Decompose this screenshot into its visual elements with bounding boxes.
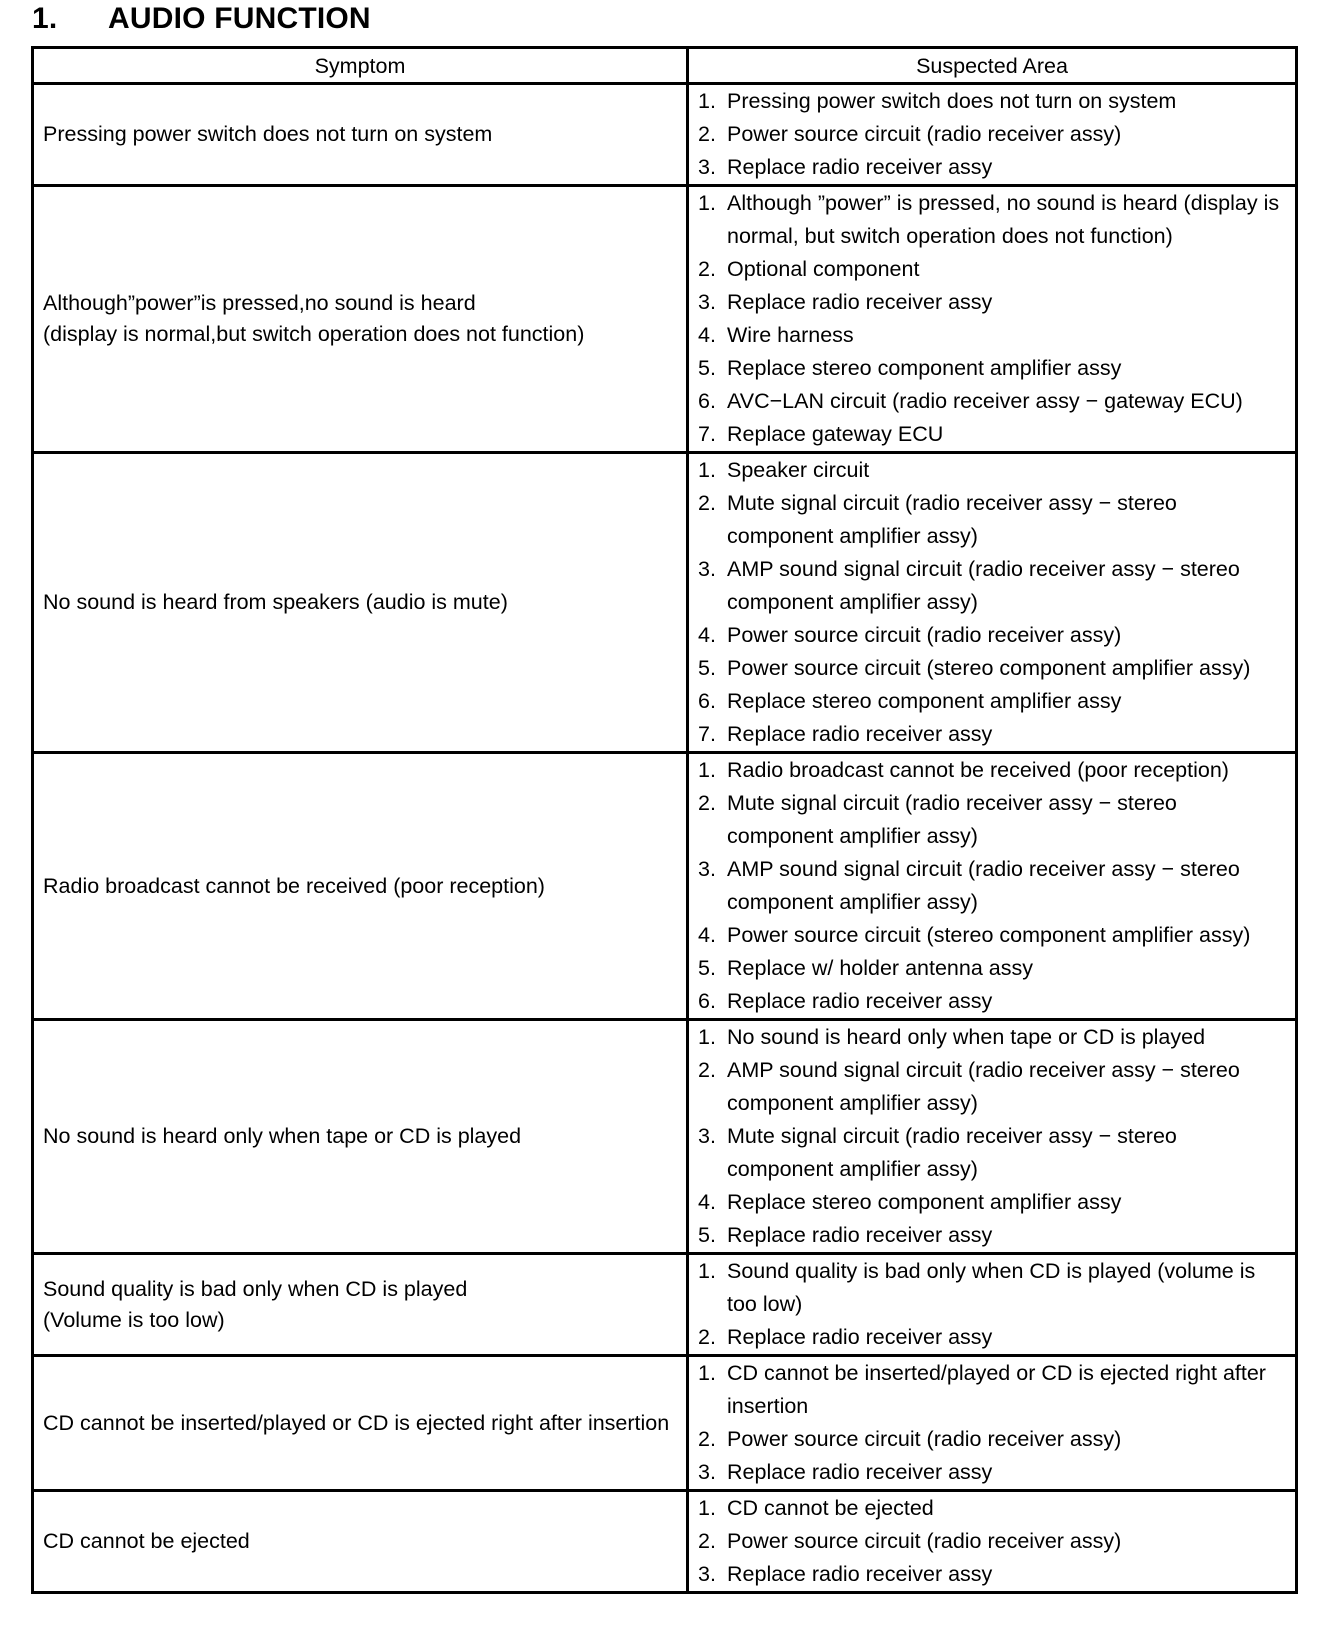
column-header-suspected-area: Suspected Area [688,48,1297,84]
symptom-text: No sound is heard only when tape or CD is played [43,1124,522,1148]
suspected-area-item [698,151,1289,184]
symptom-text: No sound is heard from speakers (audio is mute) [43,590,508,614]
suspected-area-item [698,985,1289,1018]
item-text: CD cannot be ejected [727,1496,934,1520]
suspected-area-item [698,685,1289,718]
table-header-row [33,48,1297,84]
suspected-area-item [698,319,1289,352]
symptom-cell [33,186,688,453]
suspected-area-cell [688,1020,1297,1254]
suspected-area-item [698,1357,1289,1423]
suspected-area-item [698,1525,1289,1558]
table-row [33,1356,1297,1491]
item-text: Replace stereo component amplifier assy [727,1190,1122,1214]
suspected-area-item [698,85,1289,118]
table-row [33,453,1297,753]
item-text: Power source circuit (radio receiver assy) [727,122,1122,146]
item-text: Speaker circuit [727,458,870,482]
item-number: 2. [698,1529,716,1553]
suspected-area-item [698,553,1289,619]
item-text: Radio broadcast cannot be received (poor reception) [727,758,1229,782]
item-number: 3. [698,155,716,179]
item-text: Although ”power” is pressed, no sound is heard (display is normal, but switch operation does not function) [727,191,1280,248]
item-number: 3. [698,557,716,581]
item-number: 5. [698,956,716,980]
suspected-area-item [698,118,1289,151]
item-text: Replace radio receiver assy [727,155,993,179]
item-number: 3. [698,857,716,881]
symptom-text: Sound quality is bad only when CD is played [43,1276,468,1301]
item-number: 1. [698,89,716,113]
item-text: Replace radio receiver assy [727,1223,993,1247]
suspected-area-item [698,853,1289,919]
item-text: Power source circuit (radio receiver assy) [727,623,1122,647]
suspected-area-item [698,952,1289,985]
item-text: AVC−LAN circuit (radio receiver assy − gateway ECU) [727,389,1243,413]
item-text: Sound quality is bad only when CD is played (volume is too low) [727,1259,1256,1316]
suspected-area-item [698,1423,1289,1456]
section-heading [32,2,371,36]
suspected-area-item [698,487,1289,553]
symptom-cell [33,84,688,186]
suspected-area-item [698,352,1289,385]
suspected-area-list [698,187,1289,451]
suspected-area-list [698,1021,1289,1252]
item-number: 1. [698,1361,716,1385]
item-text: CD cannot be inserted/played or CD is ejected right after insertion [727,1361,1266,1418]
suspected-area-item [698,787,1289,853]
item-number: 1. [698,1259,716,1283]
item-text: Replace gateway ECU [727,422,944,446]
suspected-area-item [698,1120,1289,1186]
suspected-area-list [698,1492,1289,1591]
suspected-area-cell [688,1356,1297,1491]
symptom-text: Radio broadcast cannot be received (poor reception) [43,873,545,898]
item-number: 5. [698,656,716,680]
suspected-area-list [698,454,1289,751]
suspected-area-item [698,286,1289,319]
suspected-area-cell [688,1254,1297,1356]
item-number: 1. [698,1496,716,1520]
suspected-area-item [698,1021,1289,1054]
suspected-area-item [698,652,1289,685]
suspected-area-item [698,1219,1289,1252]
suspected-area-item [698,919,1289,952]
suspected-area-item [698,1456,1289,1489]
item-text: Replace stereo component amplifier assy [727,689,1122,713]
item-number: 4. [698,1190,716,1214]
suspected-area-item [698,253,1289,286]
suspected-area-item [698,718,1289,751]
suspected-area-item [698,1321,1289,1354]
symptom-cell [33,753,688,1020]
item-number: 5. [698,1223,716,1247]
suspected-area-cell [688,186,1297,453]
suspected-area-item [698,385,1289,418]
item-number: 2. [698,122,716,146]
symptom-cell [33,1491,688,1593]
section-title: AUDIO FUNCTION [108,2,371,35]
item-number: 3. [698,1460,716,1484]
section-number: 1. [32,2,58,35]
item-number: 6. [698,389,716,413]
item-text: Replace radio receiver assy [727,1325,993,1349]
item-number: 7. [698,422,716,446]
item-text: Replace stereo component amplifier assy [727,356,1122,380]
symptom-text: (display is normal,but switch operation does not function) [43,322,585,346]
column-header-symptom: Symptom [33,48,688,84]
item-text: AMP sound signal circuit (radio receiver assy − stereo component amplifier assy) [727,1058,1240,1115]
symptom-text: Although”power”is pressed,no sound is heard [43,291,476,315]
item-text: Mute signal circuit (radio receiver assy − stereo component amplifier assy) [727,1124,1177,1181]
suspected-area-item [698,418,1289,451]
item-number: 6. [698,689,716,713]
suspected-area-list [698,1357,1289,1489]
item-number: 1. [698,191,716,215]
item-number: 3. [698,1562,716,1586]
troubleshooting-table [31,46,1298,1594]
item-number: 6. [698,989,716,1013]
item-text: Wire harness [727,323,854,347]
table-row [33,1491,1297,1593]
item-text: AMP sound signal circuit (radio receiver assy − stereo component amplifier assy) [727,557,1240,614]
item-number: 2. [698,257,716,281]
item-number: 3. [698,1124,716,1148]
symptom-text: CD cannot be inserted/played or CD is ejected right after insertion [43,1410,670,1435]
item-text: Power source circuit (radio receiver assy) [727,1529,1122,1553]
item-text: Power source circuit (radio receiver assy) [727,1427,1122,1451]
item-text: Replace radio receiver assy [727,722,993,746]
suspected-area-cell [688,453,1297,753]
item-number: 1. [698,1025,716,1049]
item-text: Power source circuit (stereo component amplifier assy) [727,923,1251,947]
item-number: 5. [698,356,716,380]
item-text: Replace radio receiver assy [727,989,993,1013]
table-row [33,753,1297,1020]
suspected-area-cell [688,1491,1297,1593]
suspected-area-item [698,1186,1289,1219]
suspected-area-list [698,1255,1289,1354]
item-number: 4. [698,923,716,947]
suspected-area-item [698,187,1289,253]
suspected-area-list [698,754,1289,1018]
item-text: No sound is heard only when tape or CD is played [727,1025,1206,1049]
item-text: Mute signal circuit (radio receiver assy − stereo component amplifier assy) [727,791,1177,848]
table-row [33,1254,1297,1356]
suspected-area-cell [688,84,1297,186]
suspected-area-item [698,754,1289,787]
item-number: 1. [698,758,716,782]
table-body [33,84,1297,1593]
item-text: Optional component [727,257,920,281]
table-row [33,186,1297,453]
suspected-area-item [698,1054,1289,1120]
suspected-area-item [698,1558,1289,1591]
table-row [33,84,1297,186]
suspected-area-item [698,1492,1289,1525]
item-text: Replace radio receiver assy [727,1562,993,1586]
item-text: Replace radio receiver assy [727,290,993,314]
symptom-text: CD cannot be ejected [43,1529,250,1553]
symptom-cell [33,453,688,753]
suspected-area-list [698,85,1289,184]
item-number: 2. [698,1058,716,1082]
item-number: 7. [698,722,716,746]
symptom-cell [33,1020,688,1254]
item-text: Replace w/ holder antenna assy [727,956,1033,980]
item-number: 1. [698,458,716,482]
item-number: 3. [698,290,716,314]
item-number: 4. [698,623,716,647]
suspected-area-cell [688,753,1297,1020]
item-text: Replace radio receiver assy [727,1460,993,1484]
item-text: AMP sound signal circuit (radio receiver assy − stereo component amplifier assy) [727,857,1240,914]
item-text: Pressing power switch does not turn on system [727,89,1177,113]
symptom-cell [33,1254,688,1356]
symptom-text: Pressing power switch does not turn on system [43,122,493,146]
suspected-area-item [698,1255,1289,1321]
item-text: Power source circuit (stereo component amplifier assy) [727,656,1251,680]
item-number: 2. [698,791,716,815]
item-number: 4. [698,323,716,347]
suspected-area-item [698,454,1289,487]
symptom-text: (Volume is too low) [43,1307,225,1332]
table-row [33,1020,1297,1254]
suspected-area-item [698,619,1289,652]
item-number: 2. [698,491,716,515]
item-text: Mute signal circuit (radio receiver assy − stereo component amplifier assy) [727,491,1177,548]
item-number: 2. [698,1325,716,1349]
item-number: 2. [698,1427,716,1451]
symptom-cell [33,1356,688,1491]
